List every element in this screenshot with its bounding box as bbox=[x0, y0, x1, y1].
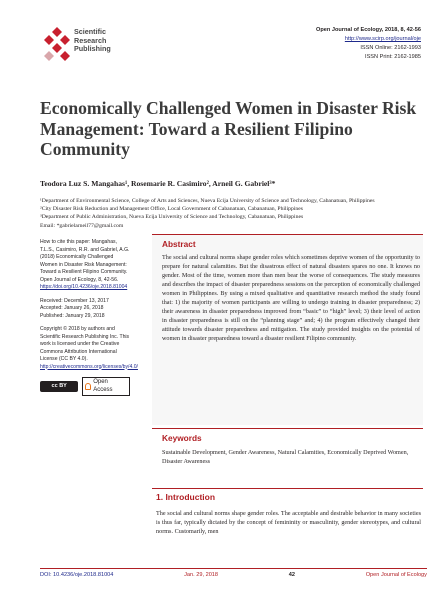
affiliation-item: ²City Disaster Risk Reduction and Management Office, Local Government of Cabanatuan, Cabanatuan, Philippines bbox=[40, 206, 304, 213]
citation-text: How to cite this paper: Mangahas, T.L.S., Casimiro, R.R. and Gabriel, A.G. (2018) Economically Challenged Women in Disaster Risk Management: Toward a Resilient Filipino Community. Open Journal of Ecology, 8, 42-56. bbox=[40, 239, 130, 283]
publisher-name-line: Publishing bbox=[74, 44, 111, 54]
page-footer bbox=[40, 568, 427, 578]
affiliation-item: ³Department of Public Administration, Nueva Ecija University of Science and Technology, Cabanatuan, Philippines bbox=[40, 214, 304, 221]
keywords-text: Sustainable Development, Gender Awareness, Natural Calamities, Economically Deprived Women, Disaster Awareness bbox=[162, 449, 409, 465]
copyright-text: Copyright © 2018 by authors and Scientific Research Publishing Inc. This work is licensed under the Creative Commons Attribution International License (CC BY 4.0). bbox=[40, 326, 130, 362]
introduction-text: The social and cultural norms shape gender roles. The acceptable and desirable behavior in many societies is thus far, typically dictated by the concept of femininity or masculinity, gender stereotypes, and cultural norms. Customarily, men bbox=[156, 510, 421, 535]
keywords-divider bbox=[152, 428, 423, 429]
citation-doi-link[interactable]: https://doi.org/10.4236/oje.2018.81004 bbox=[40, 284, 128, 290]
open-access-label: Open Access bbox=[93, 379, 113, 393]
paper-authors: Teodora Luz S. Mangahas¹, Rosemarie R. Casimiro², Arneil G. Gabriel³* bbox=[40, 179, 276, 188]
journal-info bbox=[316, 26, 421, 62]
keywords-heading: Keywords bbox=[162, 433, 202, 443]
affiliations bbox=[40, 197, 430, 230]
introduction-heading: 1. Introduction bbox=[156, 492, 216, 502]
received-date: Received: December 13, 2017 bbox=[40, 297, 109, 304]
footer-doi[interactable]: DOI: 10.4236/oje.2018.81004 bbox=[40, 572, 114, 578]
published-date: Published: January 29, 2018 bbox=[40, 312, 105, 319]
license-link[interactable]: http://creativecommons.org/licenses/by/4.0/ bbox=[40, 363, 138, 370]
footer-date: Jan. 29, 2018 bbox=[184, 572, 219, 578]
page-number: 42 bbox=[288, 572, 295, 578]
publisher-name bbox=[74, 28, 111, 54]
affiliation-item: ¹Department of Environmental Science, College of Arts and Sciences, Nueva Ecija University of Science and Technology, Cabanatuan, Philippines bbox=[40, 198, 375, 204]
abstract-heading: Abstract bbox=[162, 239, 196, 249]
abstract-text: The social and cultural norms shape gender roles which sometimes deprive women of the opportunity to prepare for natural calamities. But the disastrous effect of natural disasters spares no one. It knows no gender. Most of the time, women more than men bear the worse of consequences. The study measures and describes the impact of disaster preparedness sessions on the perception of economically challenged women in Philippines. By using a mixed qualitative and quantitative research method the study found that: 1) the majority of women participants are willing to undergo training in disaster preparedness; 2) their awareness in disaster preparedness improved from “basic” to “high” level; 3) their level of action in disaster preparedness is still on the “planning stage” and; 4) the program effectively changed their attitude towards disaster preparedness and mitigation. The study provided insights on the potential of women in disaster preparedness toward a disaster resilient Filipino community. bbox=[162, 255, 420, 342]
footer-journal: Open Journal of Ecology bbox=[365, 572, 427, 578]
open-access-lock-icon bbox=[85, 383, 91, 390]
author-email: Email: *gabrielarneil77@gmail.com bbox=[40, 222, 124, 229]
journal-citation: Open Journal of Ecology, 2018, 8, 42-56 bbox=[316, 27, 421, 33]
license-badges bbox=[40, 377, 130, 396]
paper-title: Economically Challenged Women in Disaster Risk Management: Toward a Resilient Filipino Community bbox=[40, 98, 417, 159]
open-access-badge bbox=[82, 377, 130, 396]
cc-by-icon[interactable]: cc BY bbox=[40, 381, 78, 392]
publisher-name-line: Research bbox=[74, 35, 107, 45]
citation-sidebar bbox=[40, 239, 138, 396]
accepted-date: Accepted: January 26, 2018 bbox=[40, 305, 104, 311]
issn-online: ISSN Online: 2162-1993 bbox=[360, 45, 421, 51]
issn-print: ISSN Print: 2162-1985 bbox=[365, 54, 421, 60]
journal-url-link[interactable]: http://www.scirp.org/journal/oje bbox=[344, 36, 421, 42]
publisher-name-line: Scientific bbox=[74, 27, 106, 36]
introduction-divider bbox=[152, 488, 423, 489]
